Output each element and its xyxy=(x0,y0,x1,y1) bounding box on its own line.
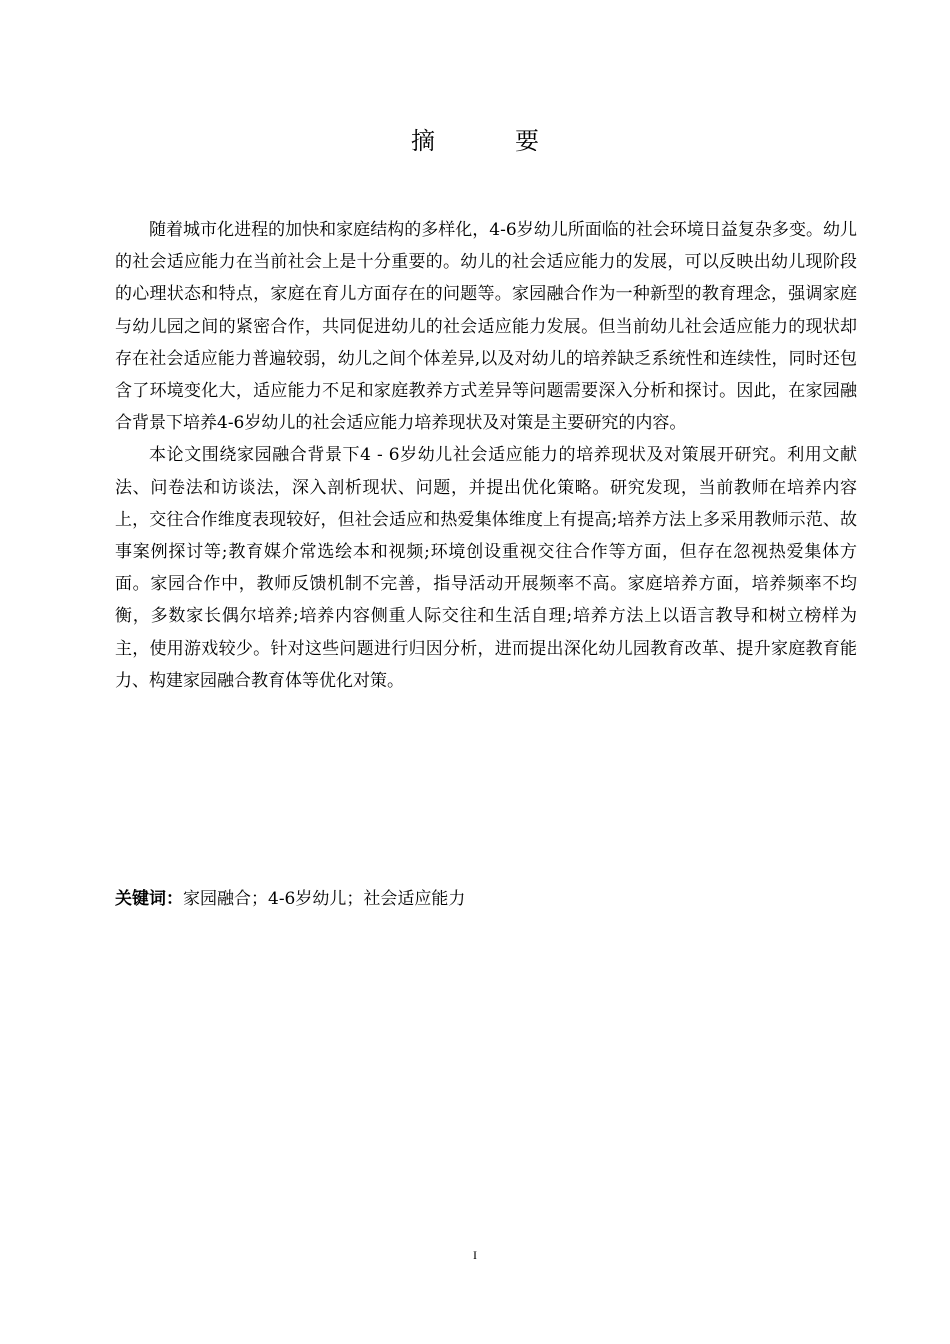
keywords-line xyxy=(115,883,857,915)
abstract-paragraph-2: 本论文围绕家园融合背景下4 - 6岁幼儿社会适应能力的培养现状及对策展开研究。利用文献法、问卷法和访谈法，深入剖析现状、问题，并提出优化策略。研究发现，当前教师在培养内容上，交往合作维度表现较好，但社会适应和热爱集体维度上有提高;培养方法上多采用教师示范、故事案例探讨等;教育媒介常选绘本和视频;环境创设重视交往合作等方面，但存在忽视热爱集体方面。家园合作中，教师反馈机制不完善，指导活动开展频率不高。家庭培养方面，培养频率不均衡，多数家长偶尔培养;培养内容侧重人际交往和生活自理;培养方法上以语言教导和树立榜样为主，使用游戏较少。针对这些问题进行归因分析，进而提出深化幼儿园教育改革、提升家庭教育能力、构建家园融合教育体等优化对策。 xyxy=(115,445,857,691)
page-number: I xyxy=(473,1248,477,1262)
keywords-value: 家园融合；4-6岁幼儿；社会适应能力 xyxy=(183,889,466,909)
abstract-title: 摘 要 xyxy=(411,127,567,155)
abstract-paragraph-1: 随着城市化进程的加快和家庭结构的多样化，4-6岁幼儿所面临的社会环境日益复杂多变。幼儿的社会适应能力在当前社会上是十分重要的。幼儿的社会适应能力的发展，可以反映出幼儿现阶段的心理状态和特点，家庭在育儿方面存在的问题等。家园融合作为一种新型的教育理念，强调家庭与幼儿园之间的紧密合作，共同促进幼儿的社会适应能力发展。但当前幼儿社会适应能力的现状却存在社会适应能力普遍较弱，幼儿之间个体差异,以及对幼儿的培养缺乏系统性和连续性，同时还包含了环境变化大，适应能力不足和家庭教养方式差异等问题需要深入分析和探讨。因此，在家园融合背景下培养4-6岁幼儿的社会适应能力培养现状及对策是主要研究的内容。 xyxy=(115,220,857,434)
keywords-label: 关键词： xyxy=(115,889,183,909)
abstract-body xyxy=(115,214,857,697)
